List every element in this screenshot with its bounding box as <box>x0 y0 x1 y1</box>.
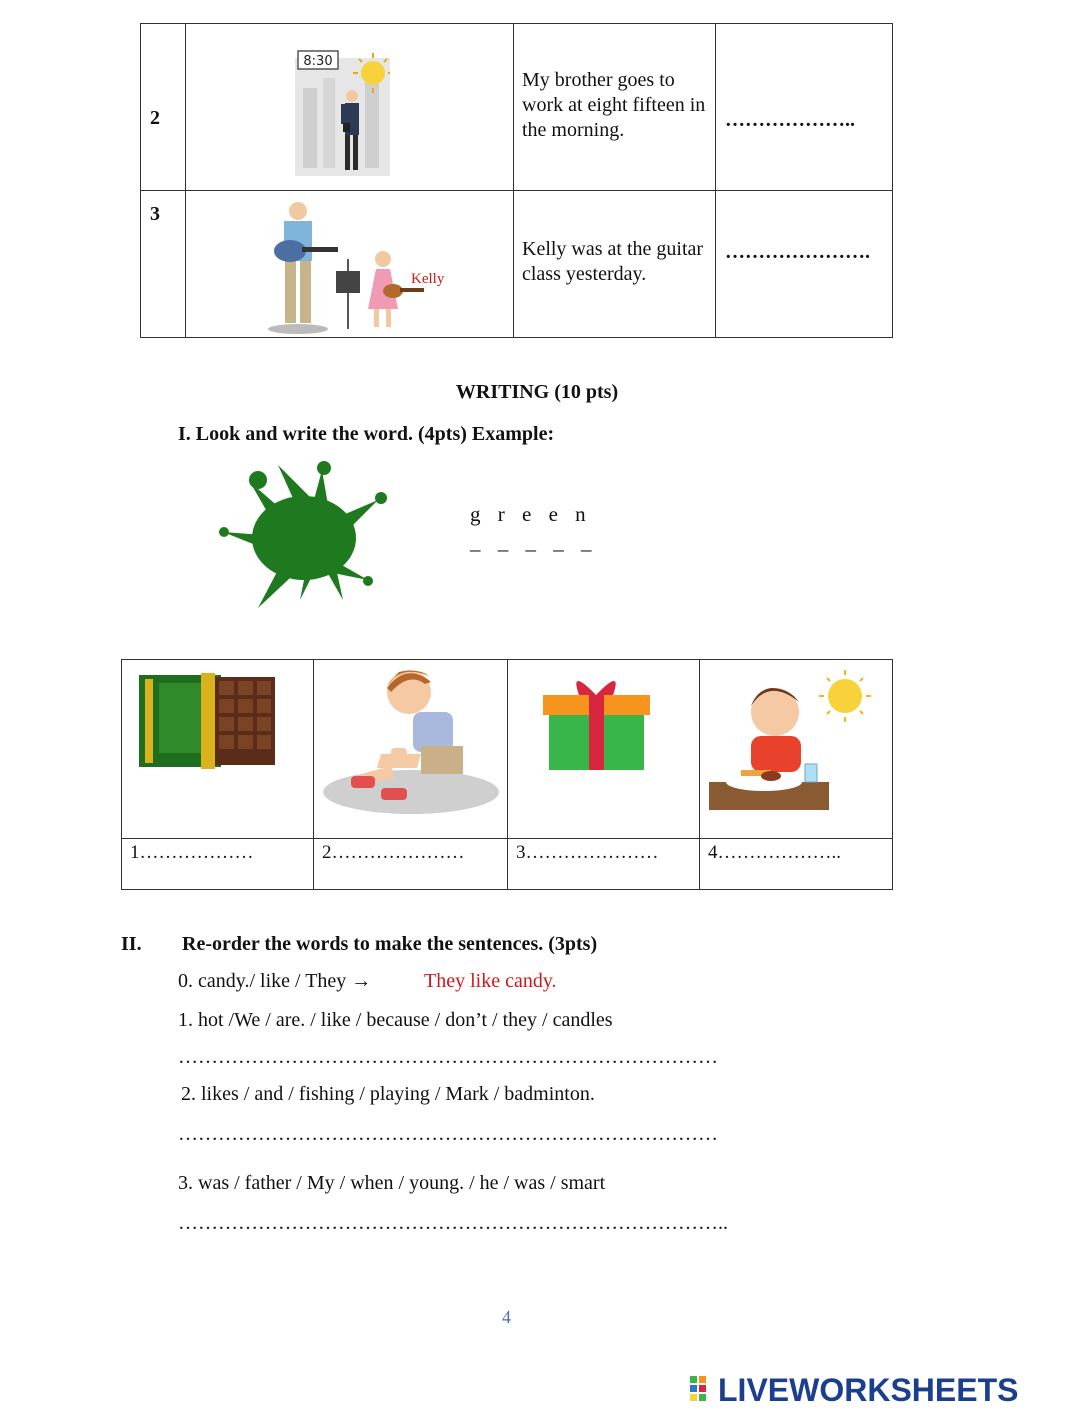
part2-heading: Re-order the words to make the sentences. (3pts) <box>182 933 598 955</box>
guitar-class-illustration <box>258 199 445 337</box>
brand-name: LIVEWORKSHEETS <box>718 1371 1019 1408</box>
picture-blank-4[interactable]: 4……………….. <box>708 842 841 863</box>
answer-blank-row-2[interactable]: ……………….. <box>725 109 855 131</box>
reorder-prompt-1: 1. hot /We / are. / like / because / don’t / they / candles <box>178 1009 613 1031</box>
reorder-prompt-3: 3. was / father / My / when / young. / he / was / smart <box>178 1172 606 1194</box>
example-word: g r e e n <box>470 502 592 526</box>
clock-time: 8:30 <box>303 54 333 69</box>
reorder-example-answer: They like candy. <box>424 970 557 992</box>
picture-blank-1[interactable]: 1……………… <box>130 842 254 863</box>
picture-word-table <box>121 659 893 890</box>
page-number: 4 <box>502 1307 511 1327</box>
answer-line-1[interactable]: ……………………………………………………………………… <box>178 1046 718 1068</box>
sentence-row-3: Kelly was at the guitar class yesterday. <box>522 238 704 285</box>
kelly-name-tag: Kelly <box>411 271 445 287</box>
green-paint-splat-icon <box>218 460 390 610</box>
gift-box-icon <box>539 667 654 772</box>
part2-numeral: II. <box>121 933 142 955</box>
answer-line-3[interactable]: ……………………………………………………………………….. <box>178 1212 728 1234</box>
liveworksheets-logo <box>690 1372 1018 1408</box>
chocolate-bar-icon <box>139 673 279 773</box>
row-number: 3 <box>150 203 160 225</box>
reorder-example-prompt: 0. candy./ like / They → <box>178 970 372 992</box>
man-at-clock-illustration <box>295 48 390 178</box>
boy-eating-lunch-icon <box>709 664 884 814</box>
section-title: WRITING (10 pts) <box>455 381 619 403</box>
picture-blank-3[interactable]: 3………………… <box>516 842 659 863</box>
hurt-knee-boy-icon <box>321 664 501 824</box>
picture-blank-2[interactable]: 2………………… <box>322 842 465 863</box>
row-number: 2 <box>150 107 160 129</box>
example-blanks: _ _ _ _ _ <box>470 530 598 554</box>
liveworksheets-logo-icon <box>690 1376 716 1404</box>
part1-heading: I. Look and write the word. (4pts) Example: <box>178 423 555 445</box>
reorder-prompt-2: 2. likes / and / fishing / playing / Mark / badminton. <box>181 1083 595 1105</box>
sentence-row-2: My brother goes to work at eight fifteen in the morning. <box>522 69 706 141</box>
match-table <box>140 23 893 338</box>
answer-line-2[interactable]: ……………………………………………………………………… <box>178 1123 718 1145</box>
answer-blank-row-3[interactable]: …………………. <box>725 241 870 263</box>
